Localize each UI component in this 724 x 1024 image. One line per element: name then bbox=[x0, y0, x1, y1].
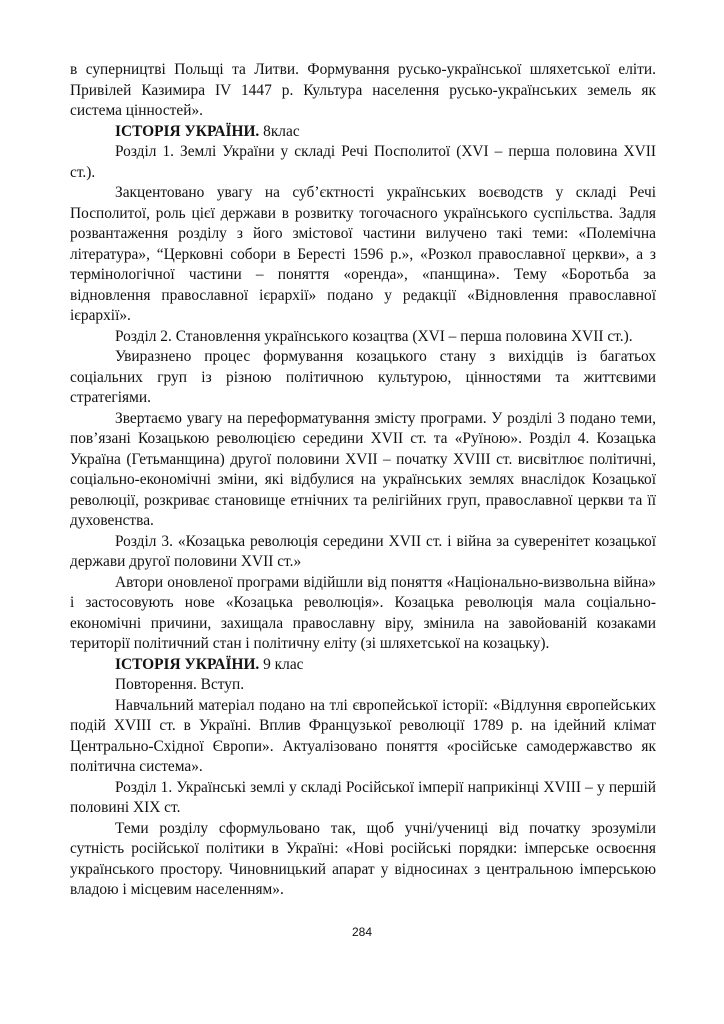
page-number: 284 bbox=[351, 925, 373, 939]
paragraph: в суперництві Польщі та Литви. Формування русько-української шляхетської еліти. Привілей Казимира IV 1447 р. Культура населення русько-українських земель як система цінностей». bbox=[70, 61, 656, 119]
section-heading bbox=[70, 655, 656, 676]
heading-title: ІСТОРІЯ УКРАЇНИ. bbox=[115, 122, 260, 140]
paragraph: Розділ 3. «Козацька революція середини XVII ст. і війна за суверенітет козацької держави другої половини XVII ст.» bbox=[70, 532, 656, 570]
paragraph: Навчальний матеріал подано на тлі європейської історії: «Відлуння європейських подій XVIII ст. в Україні. Вплив Французької революції 1789 р. на ідейний клімат Центрально-Східної Європи». Актуалізовано поняття «російське самодержавство як політична система». bbox=[70, 696, 656, 775]
heading-grade: 9 клас bbox=[259, 655, 304, 673]
paragraph: Закцентовано увагу на суб’єктності українських воєводств у складі Речі Посполитої, роль цієї держави в розвитку тогочасного українського суспільства. Задля розвантаження розділу з його змістової частини вилучено такі теми: «Полемічна література», “Церковні собори в Бересті 1596 р.», «Розкол православної церкви», а з термінологічної частини – поняття «оренда», «панщина». Тему «Боротьба за відновлення православної ієрархії» подано у редакції «Відновлення православної ієрархії». bbox=[70, 184, 656, 324]
paragraph: Теми розділу сформульовано так, щоб учні/учениці від початку зрозуміли сутність російської політики в Україні: «Нові російські порядки: імперське освоєння українського простору. Чиновницький апарат у відносинах з центральною імперською владою і місцевим населенням». bbox=[70, 819, 656, 898]
paragraph: Розділ 1. Землі України у складі Речі Посполитої (XVI – перша половина XVII ст.). bbox=[70, 143, 656, 181]
paragraph: Звертаємо увагу на переформатування змісту програми. У розділі 3 подано теми, пов’язані Козацькою революцією середини XVII ст. та «Руїною». Розділ 4. Козацька Україна (Гетьманщина) другої половини XVII – початку XVIII ст. висвітлює політичні, соціально-економічні зміни, які відбулися на українських землях внаслідок Козацької революції, розкриває становище етнічних та релігійних груп, православної церкви та її духовенства. bbox=[70, 409, 656, 529]
heading-grade: 8клас bbox=[259, 122, 300, 140]
body-text bbox=[70, 60, 656, 901]
paragraph: Автори оновленої програми відійшли від поняття «Національно-визвольна війна» і застосовують нове «Козацька революція». Козацька революція мала соціально-економічні причини, захищала православну віру, змінила на завойованій козаками території політичний стан і політичну еліту (зі шляхетської на козацьку). bbox=[70, 573, 656, 652]
paragraph: Повторення. Вступ. bbox=[115, 676, 245, 693]
heading-title: ІСТОРІЯ УКРАЇНИ. bbox=[115, 655, 260, 673]
paragraph: Розділ 1. Українські землі у складі Російської імперії наприкінці XVIII – у першій половині XIX ст. bbox=[70, 778, 656, 816]
paragraph: Розділ 2. Становлення українського козацтва (XVI – перша половина XVII ст.). bbox=[115, 327, 633, 345]
paragraph: Увиразнено процес формування козацького стану з вихідців із багатьох соціальних груп із різною політичною культурою, цінностями та життєвими стратегіями. bbox=[70, 348, 656, 406]
section-heading bbox=[70, 122, 656, 143]
